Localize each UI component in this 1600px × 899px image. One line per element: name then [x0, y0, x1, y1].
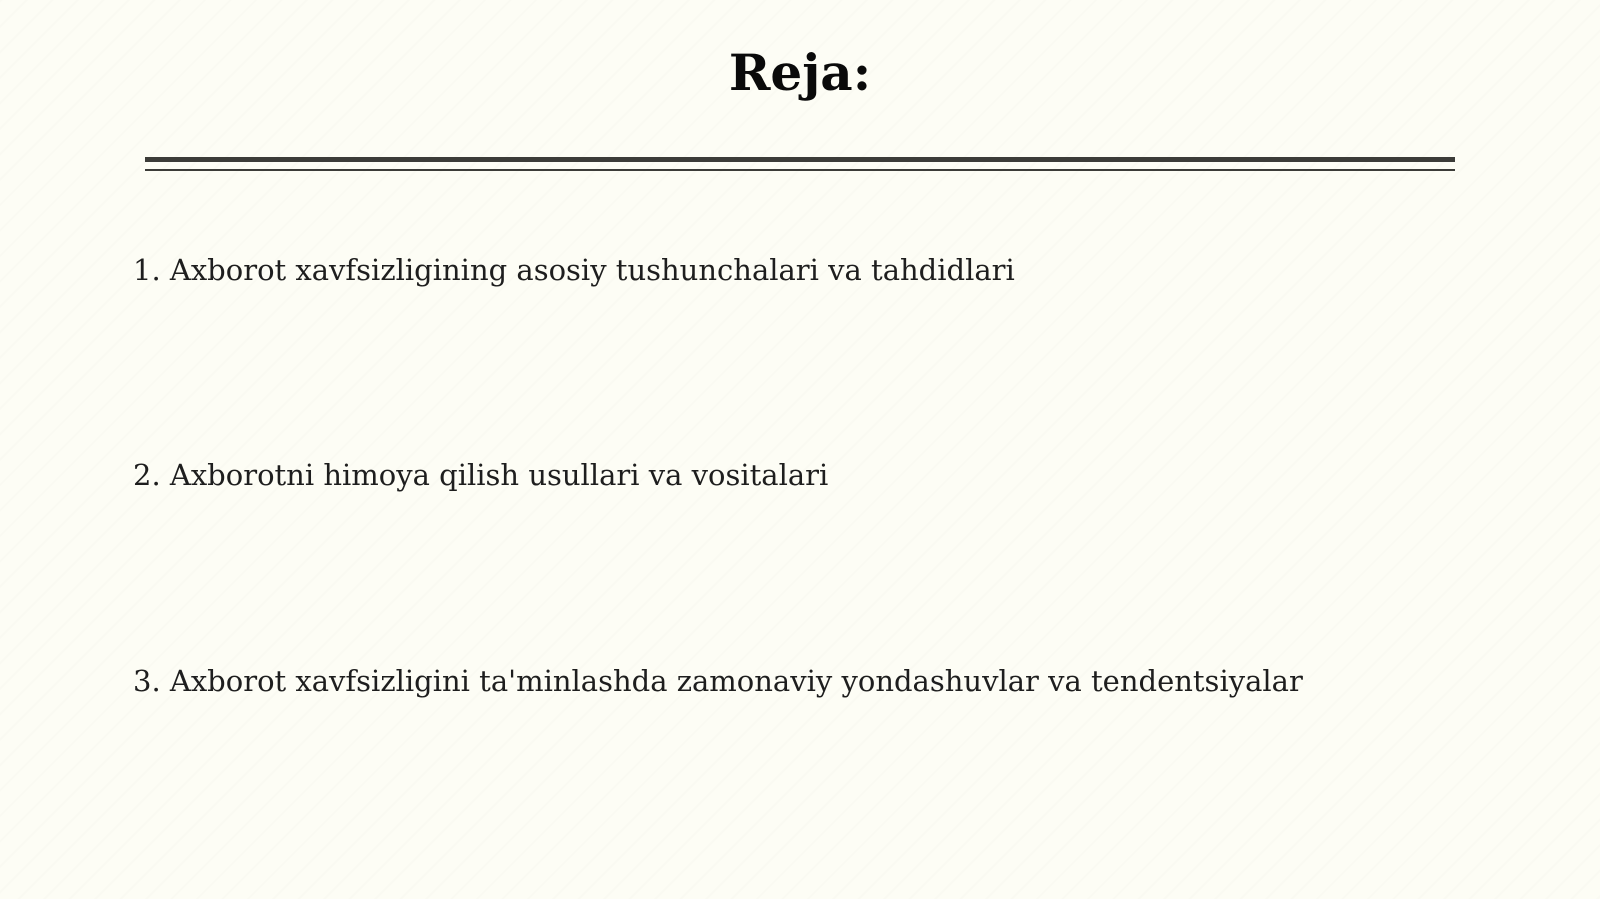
title-divider	[145, 157, 1455, 172]
plan-item: 2. Axborotni himoya qilish usullari va vositalari	[133, 458, 829, 492]
slide-title: Reja:	[728, 43, 872, 102]
plan-item: 3. Axborot xavfsizligini ta'minlashda zamonaviy yondashuvlar va tendentsiyalar	[133, 664, 1303, 698]
divider-thick-line	[145, 157, 1455, 162]
divider-thin-line	[145, 169, 1455, 171]
plan-item: 1. Axborot xavfsizligining asosiy tushunchalari va tahdidlari	[133, 253, 1015, 287]
